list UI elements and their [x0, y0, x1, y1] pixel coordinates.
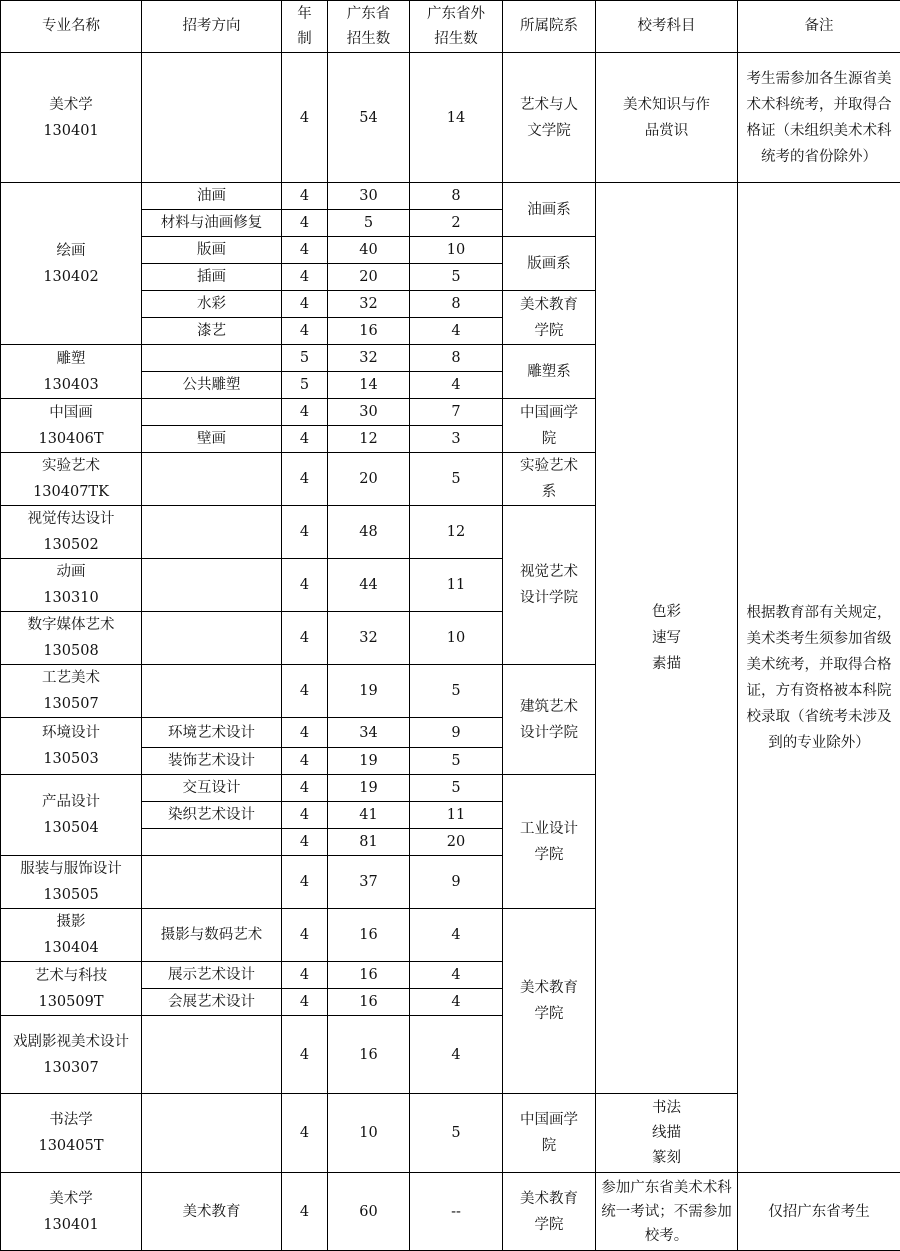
- direction-cell: [142, 1094, 282, 1173]
- out-count-cell: 10: [410, 612, 503, 665]
- direction-cell: 交互设计: [142, 775, 282, 802]
- direction-cell: [142, 506, 282, 559]
- header-remark: 备注: [738, 1, 900, 53]
- dept-cell: 艺术与人文学院: [503, 53, 596, 183]
- out-count-cell: 4: [410, 989, 503, 1016]
- out-count-cell: 4: [410, 372, 503, 399]
- direction-cell: [142, 453, 282, 506]
- years-cell: 4: [282, 829, 328, 856]
- direction-cell: 公共雕塑: [142, 372, 282, 399]
- direction-cell: 美术教育: [142, 1173, 282, 1251]
- dept-cell: 工业设计学院: [503, 775, 596, 909]
- gd-count-cell: 19: [328, 665, 410, 718]
- out-count-cell: 10: [410, 237, 503, 264]
- out-count-cell: 8: [410, 183, 503, 210]
- dept-cell: 美术教育学院: [503, 291, 596, 345]
- gd-count-cell: 19: [328, 748, 410, 775]
- gd-count-cell: 81: [328, 829, 410, 856]
- major-cell: 中国画 130406T: [1, 399, 142, 453]
- years-cell: 4: [282, 318, 328, 345]
- years-cell: 4: [282, 802, 328, 829]
- major-cell: 工艺美术 130507: [1, 665, 142, 718]
- direction-cell: 会展艺术设计: [142, 989, 282, 1016]
- gd-count-cell: 41: [328, 802, 410, 829]
- out-count-cell: 2: [410, 210, 503, 237]
- dept-cell: 美术教育学院: [503, 909, 596, 1094]
- years-cell: 4: [282, 399, 328, 426]
- major-cell: 服装与服饰设计 130505: [1, 856, 142, 909]
- years-cell: 4: [282, 909, 328, 962]
- years-cell: 4: [282, 506, 328, 559]
- out-count-cell: 8: [410, 291, 503, 318]
- major-cell: 艺术与科技 130509T: [1, 962, 142, 1016]
- years-cell: 4: [282, 264, 328, 291]
- years-cell: 4: [282, 291, 328, 318]
- direction-cell: [142, 665, 282, 718]
- table-row: [1, 1173, 900, 1251]
- direction-cell: 漆艺: [142, 318, 282, 345]
- header-major: 专业名称: [1, 1, 142, 53]
- direction-cell: 水彩: [142, 291, 282, 318]
- dept-cell: 中国画学院: [503, 399, 596, 453]
- out-count-cell: 5: [410, 1094, 503, 1173]
- years-cell: 4: [282, 989, 328, 1016]
- direction-cell: 材料与油画修复: [142, 210, 282, 237]
- direction-cell: 插画: [142, 264, 282, 291]
- years-cell: 4: [282, 183, 328, 210]
- gd-count-cell: 16: [328, 989, 410, 1016]
- direction-cell: [142, 612, 282, 665]
- major-cell: 数字媒体艺术 130508: [1, 612, 142, 665]
- gd-count-cell: 37: [328, 856, 410, 909]
- table-row: [1, 53, 900, 183]
- dept-cell: 视觉艺术设计学院: [503, 506, 596, 665]
- years-cell: 4: [282, 1173, 328, 1251]
- gd-count-cell: 16: [328, 909, 410, 962]
- years-cell: 4: [282, 426, 328, 453]
- exam-cell: 书法 线描 篆刻: [596, 1094, 738, 1173]
- major-cell: 美术学 130401: [1, 53, 142, 183]
- major-cell: 动画 130310: [1, 559, 142, 612]
- out-count-cell: 4: [410, 318, 503, 345]
- years-cell: 4: [282, 612, 328, 665]
- out-count-cell: 5: [410, 775, 503, 802]
- gd-count-cell: 20: [328, 453, 410, 506]
- out-count-cell: 11: [410, 559, 503, 612]
- gd-count-cell: 32: [328, 291, 410, 318]
- gd-count-cell: 54: [328, 53, 410, 183]
- direction-cell: 壁画: [142, 426, 282, 453]
- gd-count-cell: 32: [328, 345, 410, 372]
- direction-cell: 摄影与数码艺术: [142, 909, 282, 962]
- out-count-cell: 4: [410, 909, 503, 962]
- years-cell: 4: [282, 210, 328, 237]
- exam-cell: 参加广东省美术术科统一考试；不需参加校考。: [596, 1173, 738, 1251]
- gd-count-cell: 16: [328, 962, 410, 989]
- out-count-cell: 14: [410, 53, 503, 183]
- dept-cell: 版画系: [503, 237, 596, 291]
- gd-count-cell: 32: [328, 612, 410, 665]
- gd-count-cell: 30: [328, 399, 410, 426]
- gd-count-cell: 10: [328, 1094, 410, 1173]
- remark-cell: 根据教育部有关规定，美术类考生须参加省级美术统考，并取得合格证，方有资格被本科院校录取（省统考未涉及到的专业除外）: [738, 183, 900, 1173]
- out-count-cell: --: [410, 1173, 503, 1251]
- years-cell: 4: [282, 237, 328, 264]
- out-count-cell: 5: [410, 665, 503, 718]
- years-cell: 5: [282, 345, 328, 372]
- out-count-cell: 5: [410, 748, 503, 775]
- major-cell: 实验艺术 130407TK: [1, 453, 142, 506]
- major-cell: 环境设计 130503: [1, 718, 142, 775]
- years-cell: 4: [282, 559, 328, 612]
- gd-count-cell: 19: [328, 775, 410, 802]
- table-row: [1, 183, 900, 210]
- direction-cell: [142, 53, 282, 183]
- gd-count-cell: 30: [328, 183, 410, 210]
- years-cell: 5: [282, 372, 328, 399]
- remark-cell: 仅招广东省考生: [738, 1173, 900, 1251]
- gd-count-cell: 34: [328, 718, 410, 748]
- major-cell: 视觉传达设计 130502: [1, 506, 142, 559]
- direction-cell: 染织艺术设计: [142, 802, 282, 829]
- exam-cell: 色彩 速写 素描: [596, 183, 738, 1094]
- years-cell: 4: [282, 856, 328, 909]
- header-out-count: 广东省外 招生数: [410, 1, 503, 53]
- years-cell: 4: [282, 53, 328, 183]
- direction-cell: [142, 856, 282, 909]
- header-gd-count: 广东省 招生数: [328, 1, 410, 53]
- major-cell: 绘画 130402: [1, 183, 142, 345]
- gd-count-cell: 40: [328, 237, 410, 264]
- out-count-cell: 9: [410, 856, 503, 909]
- out-count-cell: 9: [410, 718, 503, 748]
- dept-cell: 油画系: [503, 183, 596, 237]
- out-count-cell: 4: [410, 1016, 503, 1094]
- years-cell: 4: [282, 1016, 328, 1094]
- gd-count-cell: 5: [328, 210, 410, 237]
- out-count-cell: 5: [410, 264, 503, 291]
- dept-cell: 实验艺术系: [503, 453, 596, 506]
- major-cell: 书法学 130405T: [1, 1094, 142, 1173]
- direction-cell: [142, 345, 282, 372]
- out-count-cell: 4: [410, 962, 503, 989]
- years-cell: 4: [282, 962, 328, 989]
- years-cell: 4: [282, 718, 328, 748]
- gd-count-cell: 16: [328, 1016, 410, 1094]
- major-cell: 雕塑 130403: [1, 345, 142, 399]
- header-years: 年 制: [282, 1, 328, 53]
- remark-cell: 考生需参加各生源省美术术科统考，并取得合格证（未组织美术术科统考的省份除外）: [738, 53, 900, 183]
- direction-cell: 展示艺术设计: [142, 962, 282, 989]
- gd-count-cell: 12: [328, 426, 410, 453]
- header-row: [1, 1, 900, 53]
- major-cell: 摄影 130404: [1, 909, 142, 962]
- out-count-cell: 11: [410, 802, 503, 829]
- dept-cell: 中国画学院: [503, 1094, 596, 1173]
- years-cell: 4: [282, 1094, 328, 1173]
- direction-cell: 装饰艺术设计: [142, 748, 282, 775]
- major-cell: 戏剧影视美术设计 130307: [1, 1016, 142, 1094]
- gd-count-cell: 60: [328, 1173, 410, 1251]
- direction-cell: [142, 829, 282, 856]
- out-count-cell: 8: [410, 345, 503, 372]
- direction-cell: [142, 559, 282, 612]
- header-dept: 所属院系: [503, 1, 596, 53]
- direction-cell: 油画: [142, 183, 282, 210]
- dept-cell: 建筑艺术设计学院: [503, 665, 596, 775]
- major-cell: 美术学 130401: [1, 1173, 142, 1251]
- years-cell: 4: [282, 775, 328, 802]
- out-count-cell: 3: [410, 426, 503, 453]
- dept-cell: 雕塑系: [503, 345, 596, 399]
- gd-count-cell: 14: [328, 372, 410, 399]
- direction-cell: 版画: [142, 237, 282, 264]
- direction-cell: [142, 1016, 282, 1094]
- years-cell: 4: [282, 453, 328, 506]
- header-exam: 校考科目: [596, 1, 738, 53]
- dept-cell: 美术教育学院: [503, 1173, 596, 1251]
- years-cell: 4: [282, 665, 328, 718]
- out-count-cell: 7: [410, 399, 503, 426]
- direction-cell: [142, 399, 282, 426]
- exam-cell: 美术知识与作品赏识: [596, 53, 738, 183]
- direction-cell: 环境艺术设计: [142, 718, 282, 748]
- gd-count-cell: 48: [328, 506, 410, 559]
- gd-count-cell: 44: [328, 559, 410, 612]
- header-direction: 招考方向: [142, 1, 282, 53]
- out-count-cell: 12: [410, 506, 503, 559]
- out-count-cell: 20: [410, 829, 503, 856]
- years-cell: 4: [282, 748, 328, 775]
- gd-count-cell: 16: [328, 318, 410, 345]
- major-cell: 产品设计 130504: [1, 775, 142, 856]
- out-count-cell: 5: [410, 453, 503, 506]
- gd-count-cell: 20: [328, 264, 410, 291]
